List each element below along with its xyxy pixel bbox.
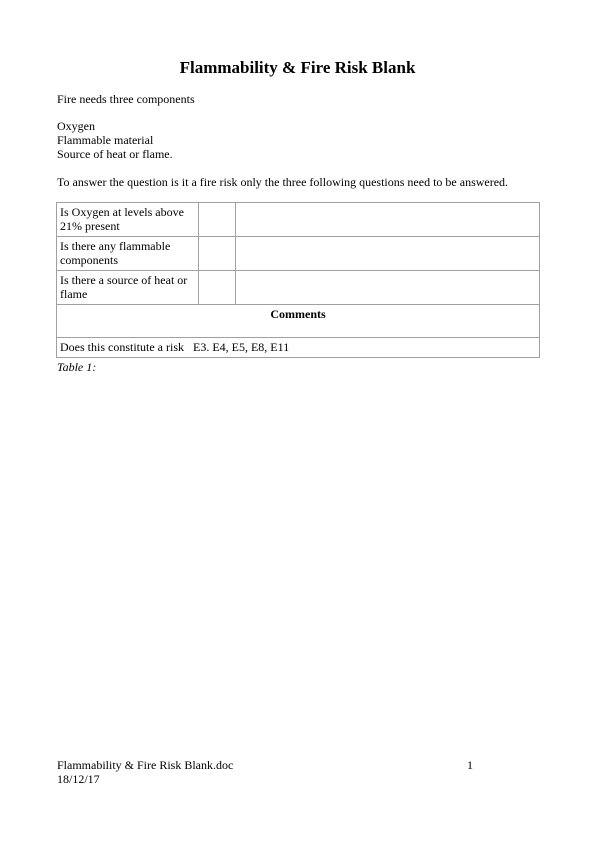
footer-filename: Flammability & Fire Risk Blank.doc bbox=[57, 758, 234, 772]
components-list bbox=[57, 119, 173, 161]
notes-cell[interactable] bbox=[236, 203, 540, 237]
footer-date: 18/12/17 bbox=[57, 772, 100, 786]
table-row bbox=[57, 237, 540, 271]
question-cell: Is there any flammable components bbox=[57, 237, 199, 271]
risk-row bbox=[57, 338, 540, 358]
notes-cell[interactable] bbox=[236, 237, 540, 271]
answer-cell[interactable] bbox=[199, 203, 236, 237]
answer-cell[interactable] bbox=[199, 271, 236, 305]
table-row bbox=[57, 271, 540, 305]
comments-header[interactable]: Comments bbox=[57, 305, 540, 338]
footer-info bbox=[57, 758, 233, 786]
component-item: Flammable material bbox=[57, 133, 154, 147]
footer-page-number: 1 bbox=[467, 758, 473, 772]
risk-question-cell: Does this constitute a risk E3. E4, E5, E8, E11 bbox=[57, 338, 540, 358]
fire-risk-table bbox=[56, 202, 540, 358]
document-title: Flammability & Fire Risk Blank bbox=[179, 58, 416, 77]
question-cell: Is there a source of heat or flame bbox=[57, 271, 199, 305]
component-item: Source of heat or flame. bbox=[57, 147, 173, 161]
table-row bbox=[57, 203, 540, 237]
answer-cell[interactable] bbox=[199, 237, 236, 271]
intro-text: Fire needs three components bbox=[57, 92, 195, 106]
component-item: Oxygen bbox=[57, 119, 95, 133]
comments-row bbox=[57, 305, 540, 338]
table-caption: Table 1: bbox=[57, 360, 97, 374]
notes-cell[interactable] bbox=[236, 271, 540, 305]
instruction-text: To answer the question is it a fire risk only the three following questions need to be answered. bbox=[57, 175, 509, 189]
question-cell: Is Oxygen at levels above 21% present bbox=[57, 203, 199, 237]
